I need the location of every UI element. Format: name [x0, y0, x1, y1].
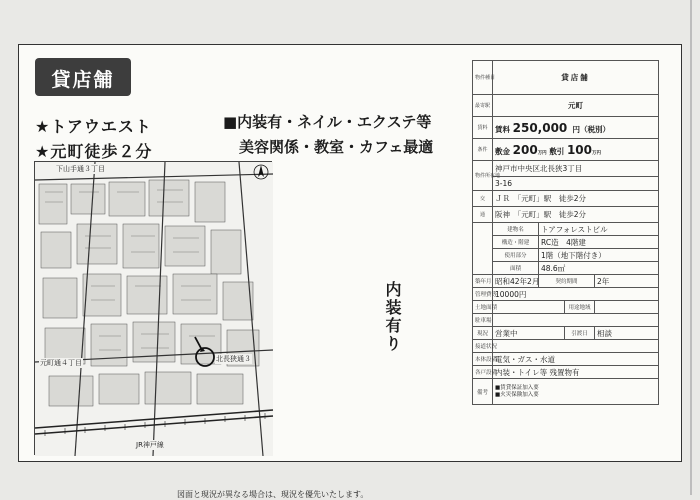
address-line-2: 3-16	[493, 177, 659, 191]
label-handover: 引渡日	[565, 327, 595, 340]
footer-note: 図面と現況が異なる場合は、現況を優先いたします。	[177, 490, 369, 499]
contract-term: 2年	[595, 275, 659, 288]
address-line-1: 神戸市中央区北長狭3丁目	[493, 161, 659, 177]
area-map	[34, 161, 272, 455]
rent-unit: 円	[572, 124, 581, 134]
map-label-street-3: 北長狭通３	[216, 355, 251, 363]
label-remarks: 備考	[473, 379, 493, 405]
management-fee: 10000円	[493, 288, 659, 301]
structure: RC造 4階建	[539, 236, 659, 249]
deposit-row	[493, 139, 659, 161]
status: 営業中	[493, 327, 565, 340]
remark-2: ■火災保険加入要	[495, 391, 539, 398]
deposit-value: 200	[512, 142, 538, 157]
label-station: 最寄駅	[473, 95, 493, 117]
label-status: 現況	[473, 327, 493, 340]
title-badge	[35, 58, 131, 96]
label-built: 築年月	[473, 275, 493, 288]
label-traffic-2: 通	[473, 207, 493, 223]
label-land-use: 用途地域	[565, 301, 595, 314]
rent-row	[493, 117, 659, 139]
label-rent: 賃料	[473, 117, 493, 139]
map-label-street-1: 下山手通３丁目	[56, 165, 105, 173]
label-land-area: 土地面積	[473, 301, 493, 314]
deposit-unit: 万円	[537, 150, 547, 156]
remark-1: ■賃貸保証加入要	[495, 384, 539, 391]
label-other-facilities: 各戸設備	[473, 366, 493, 379]
other-facilities: 内装・トイレ等 残置物有	[493, 366, 659, 379]
area: 48.6㎡	[539, 262, 659, 275]
nearest-station: 元町	[493, 95, 659, 117]
label-road: 接道状況	[473, 340, 493, 353]
description-line-1: ■内装有・ネイル・エクステ等	[223, 113, 432, 131]
feature-2: ★元町徒歩２分	[35, 142, 153, 161]
traffic-hanshin: 阪神 「元町」駅 徒歩2分	[493, 207, 659, 223]
map-drawing	[35, 162, 273, 456]
building-name: トアフォレストビル	[539, 223, 659, 236]
deposit-label: 敷金	[495, 146, 510, 156]
rent-value: 250,000	[512, 120, 568, 135]
feature-1: ★トアウエスト	[35, 117, 152, 136]
rent-label-text: 賃料	[495, 124, 510, 134]
remarks	[493, 379, 659, 405]
key-money-unit: 万円	[592, 150, 601, 156]
property-info-table	[472, 60, 659, 405]
label-management: 管理費等	[473, 288, 493, 301]
key-money-label: 敷引	[549, 146, 565, 156]
map-label-railway: JR神戸線	[136, 441, 164, 449]
vertical-note: 内装有り	[383, 281, 402, 353]
label-contract: 契約期間	[539, 275, 595, 288]
description-line-2: 美容関係・教室・カフェ最適	[239, 138, 434, 156]
label-parking: 駐車場	[473, 314, 493, 327]
label-floor: 使用部分	[493, 249, 539, 262]
facilities: 電気・ガス・水道	[493, 353, 659, 366]
label-structure: 構造・階建	[493, 236, 539, 249]
title-text: 貸店舗	[51, 69, 115, 91]
label-address: 物件所在地	[473, 161, 493, 191]
page-edge	[690, 0, 692, 495]
built-date: 昭和42年2月	[493, 275, 539, 288]
map-label-street-2: 元町通４丁目	[40, 359, 82, 367]
label-facilities: 本体設備	[473, 353, 493, 366]
traffic-jr: ＪＲ 「元町」駅 徒歩2分	[493, 191, 659, 207]
rent-tax: （税別）	[580, 124, 611, 134]
property-type: 貸店舗	[493, 61, 659, 95]
floor: 1階（地下階付き）	[539, 249, 659, 262]
label-traffic-1: 交	[473, 191, 493, 207]
label-conditions: 条件	[473, 139, 493, 161]
label-area: 面積	[493, 262, 539, 275]
label-building: 建物名	[493, 223, 539, 236]
key-money-value: 100	[566, 142, 592, 157]
handover: 相談	[595, 327, 659, 340]
label-type: 物件種目	[473, 61, 493, 95]
